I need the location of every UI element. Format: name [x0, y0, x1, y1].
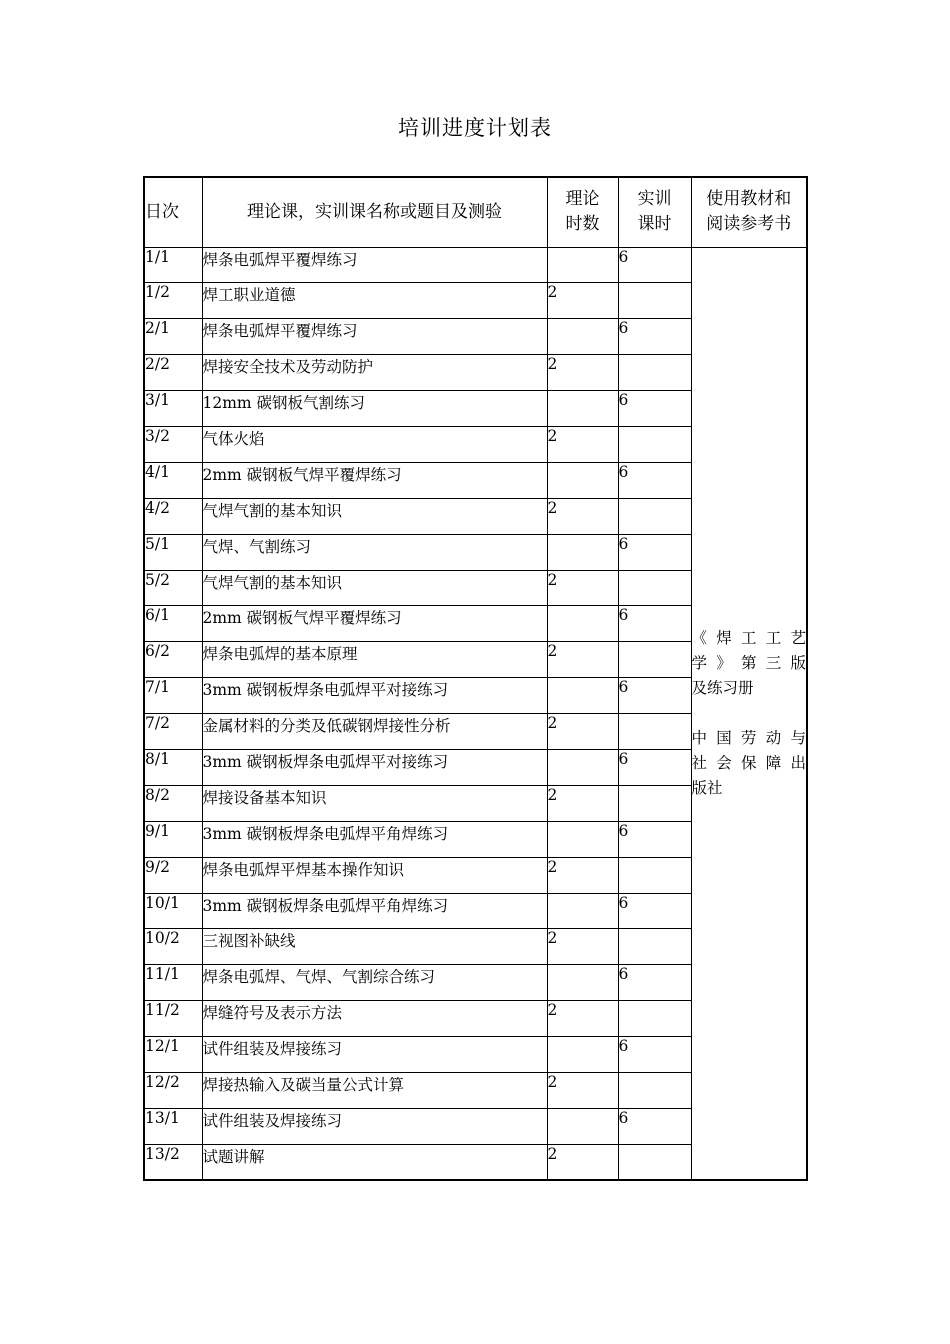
- practice-hours-cell: [618, 570, 691, 606]
- theory-hours-cell: 2: [547, 642, 618, 678]
- course-cell: 3mm 碳钢板焊条电弧焊平对接练习: [202, 749, 547, 785]
- day-cell: 9/1: [144, 821, 202, 857]
- course-cell: 2mm 碳钢板气焊平覆焊练习: [202, 462, 547, 498]
- practice-hours-cell: [618, 498, 691, 534]
- theory-hours-cell: [547, 678, 618, 714]
- course-cell: 2mm 碳钢板气焊平覆焊练习: [202, 606, 547, 642]
- day-cell: 11/2: [144, 1001, 202, 1037]
- practice-hours-cell: 6: [618, 749, 691, 785]
- course-cell: 焊条电弧焊的基本原理: [202, 642, 547, 678]
- theory-hours-cell: [547, 391, 618, 427]
- day-cell: 10/2: [144, 929, 202, 965]
- reference-book-line: 《焊工工艺: [691, 628, 806, 647]
- day-cell: 8/1: [144, 749, 202, 785]
- header-theory-line-2: 时数: [565, 214, 600, 235]
- header-practice-line-1: 实训: [637, 189, 672, 210]
- day-cell: 11/1: [144, 965, 202, 1001]
- course-cell: 试件组装及焊接练习: [202, 1037, 547, 1073]
- practice-hours-cell: [618, 1144, 691, 1180]
- day-cell: 12/2: [144, 1072, 202, 1108]
- practice-hours-cell: 6: [618, 678, 691, 714]
- day-cell: 7/2: [144, 714, 202, 750]
- reference-publisher-line: 版社: [691, 778, 723, 797]
- practice-hours-cell: 6: [618, 319, 691, 355]
- course-cell: 3mm 碳钢板焊条电弧焊平角焊练习: [202, 893, 547, 929]
- day-cell: 13/2: [144, 1144, 202, 1180]
- theory-hours-cell: 2: [547, 929, 618, 965]
- day-cell: 8/2: [144, 785, 202, 821]
- practice-hours-cell: [618, 857, 691, 893]
- practice-hours-cell: 6: [618, 462, 691, 498]
- course-cell: 12mm 碳钢板气割练习: [202, 391, 547, 427]
- reference-book-line: 及练习册: [691, 678, 754, 697]
- course-cell: 试件组装及焊接练习: [202, 1108, 547, 1144]
- day-cell: 13/1: [144, 1108, 202, 1144]
- day-cell: 12/1: [144, 1037, 202, 1073]
- table-body: [144, 247, 807, 1180]
- header-practice-hours: [618, 177, 691, 247]
- course-cell: 试题讲解: [202, 1144, 547, 1180]
- practice-hours-cell: 6: [618, 247, 691, 283]
- day-cell: 9/2: [144, 857, 202, 893]
- header-theory-hours: [547, 177, 618, 247]
- course-cell: 焊工职业道德: [202, 283, 547, 319]
- day-cell: 4/1: [144, 462, 202, 498]
- practice-hours-cell: 6: [618, 821, 691, 857]
- header-reference: [691, 177, 807, 247]
- course-cell: 气体火焰: [202, 426, 547, 462]
- theory-hours-cell: 2: [547, 1072, 618, 1108]
- practice-hours-cell: 6: [618, 965, 691, 1001]
- theory-hours-cell: [547, 893, 618, 929]
- practice-hours-cell: [618, 642, 691, 678]
- practice-hours-cell: [618, 1001, 691, 1037]
- page-title: 培训进度计划表: [398, 116, 552, 140]
- reference-book-line: 学》第三版: [691, 653, 806, 672]
- course-cell: 气焊气割的基本知识: [202, 498, 547, 534]
- day-cell: 4/2: [144, 498, 202, 534]
- theory-hours-cell: [547, 1108, 618, 1144]
- practice-hours-cell: 6: [618, 391, 691, 427]
- practice-hours-cell: [618, 714, 691, 750]
- theory-hours-cell: 2: [547, 785, 618, 821]
- practice-hours-cell: 6: [618, 1108, 691, 1144]
- header-theory-line-1: 理论: [565, 189, 600, 210]
- course-cell: 焊条电弧焊平焊基本操作知识: [202, 857, 547, 893]
- training-schedule-table: [143, 176, 808, 1181]
- header-practice-line-2: 课时: [637, 214, 672, 235]
- day-cell: 7/1: [144, 678, 202, 714]
- course-cell: 焊接热输入及碳当量公式计算: [202, 1072, 547, 1108]
- theory-hours-cell: 2: [547, 426, 618, 462]
- practice-hours-cell: [618, 1072, 691, 1108]
- practice-hours-cell: 6: [618, 534, 691, 570]
- course-cell: 金属材料的分类及低碳钢焊接性分析: [202, 714, 547, 750]
- course-cell: 焊接设备基本知识: [202, 785, 547, 821]
- day-cell: 10/1: [144, 893, 202, 929]
- theory-hours-cell: 2: [547, 355, 618, 391]
- theory-hours-cell: [547, 534, 618, 570]
- reference-cell: [691, 247, 807, 1180]
- practice-hours-cell: [618, 283, 691, 319]
- theory-hours-cell: [547, 1037, 618, 1073]
- day-cell: 1/2: [144, 283, 202, 319]
- course-cell: 焊缝符号及表示方法: [202, 1001, 547, 1037]
- practice-hours-cell: [618, 929, 691, 965]
- header-course: 理论课，实训课名称或题目及测验: [202, 177, 547, 247]
- day-cell: 1/1: [144, 247, 202, 283]
- theory-hours-cell: [547, 749, 618, 785]
- course-cell: 气焊、气割练习: [202, 534, 547, 570]
- theory-hours-cell: 2: [547, 857, 618, 893]
- theory-hours-cell: 2: [547, 570, 618, 606]
- theory-hours-cell: 2: [547, 714, 618, 750]
- day-cell: 6/1: [144, 606, 202, 642]
- practice-hours-cell: 6: [618, 893, 691, 929]
- course-cell: 焊条电弧焊平覆焊练习: [202, 319, 547, 355]
- theory-hours-cell: 2: [547, 283, 618, 319]
- table-header-row: [144, 177, 807, 247]
- theory-hours-cell: 2: [547, 498, 618, 534]
- day-cell: 6/2: [144, 642, 202, 678]
- practice-hours-cell: [618, 785, 691, 821]
- day-cell: 2/1: [144, 319, 202, 355]
- practice-hours-cell: 6: [618, 1037, 691, 1073]
- theory-hours-cell: 2: [547, 1001, 618, 1037]
- header-reference-line-1: 使用教材和: [706, 189, 792, 210]
- course-cell: 焊条电弧焊、气焊、气割综合练习: [202, 965, 547, 1001]
- practice-hours-cell: [618, 426, 691, 462]
- header-day: 日次: [144, 177, 202, 247]
- day-cell: 5/1: [144, 534, 202, 570]
- course-cell: 三视图补缺线: [202, 929, 547, 965]
- course-cell: 3mm 碳钢板焊条电弧焊平角焊练习: [202, 821, 547, 857]
- reference-spacer: [692, 701, 807, 726]
- day-cell: 3/1: [144, 391, 202, 427]
- table-row: [144, 247, 807, 283]
- header-reference-line-2: 阅读参考书: [706, 214, 792, 235]
- practice-hours-cell: [618, 355, 691, 391]
- day-cell: 3/2: [144, 426, 202, 462]
- theory-hours-cell: [547, 821, 618, 857]
- day-cell: 2/2: [144, 355, 202, 391]
- theory-hours-cell: [547, 319, 618, 355]
- theory-hours-cell: 2: [547, 1144, 618, 1180]
- course-cell: 3mm 碳钢板焊条电弧焊平对接练习: [202, 678, 547, 714]
- course-cell: 气焊气割的基本知识: [202, 570, 547, 606]
- theory-hours-cell: [547, 965, 618, 1001]
- course-cell: 焊接安全技术及劳动防护: [202, 355, 547, 391]
- theory-hours-cell: [547, 462, 618, 498]
- practice-hours-cell: 6: [618, 606, 691, 642]
- reference-publisher-line: 社会保障出: [691, 753, 806, 772]
- reference-publisher-line: 中国劳动与: [691, 728, 806, 747]
- theory-hours-cell: [547, 606, 618, 642]
- course-cell: 焊条电弧焊平覆焊练习: [202, 247, 547, 283]
- day-cell: 5/2: [144, 570, 202, 606]
- theory-hours-cell: [547, 247, 618, 283]
